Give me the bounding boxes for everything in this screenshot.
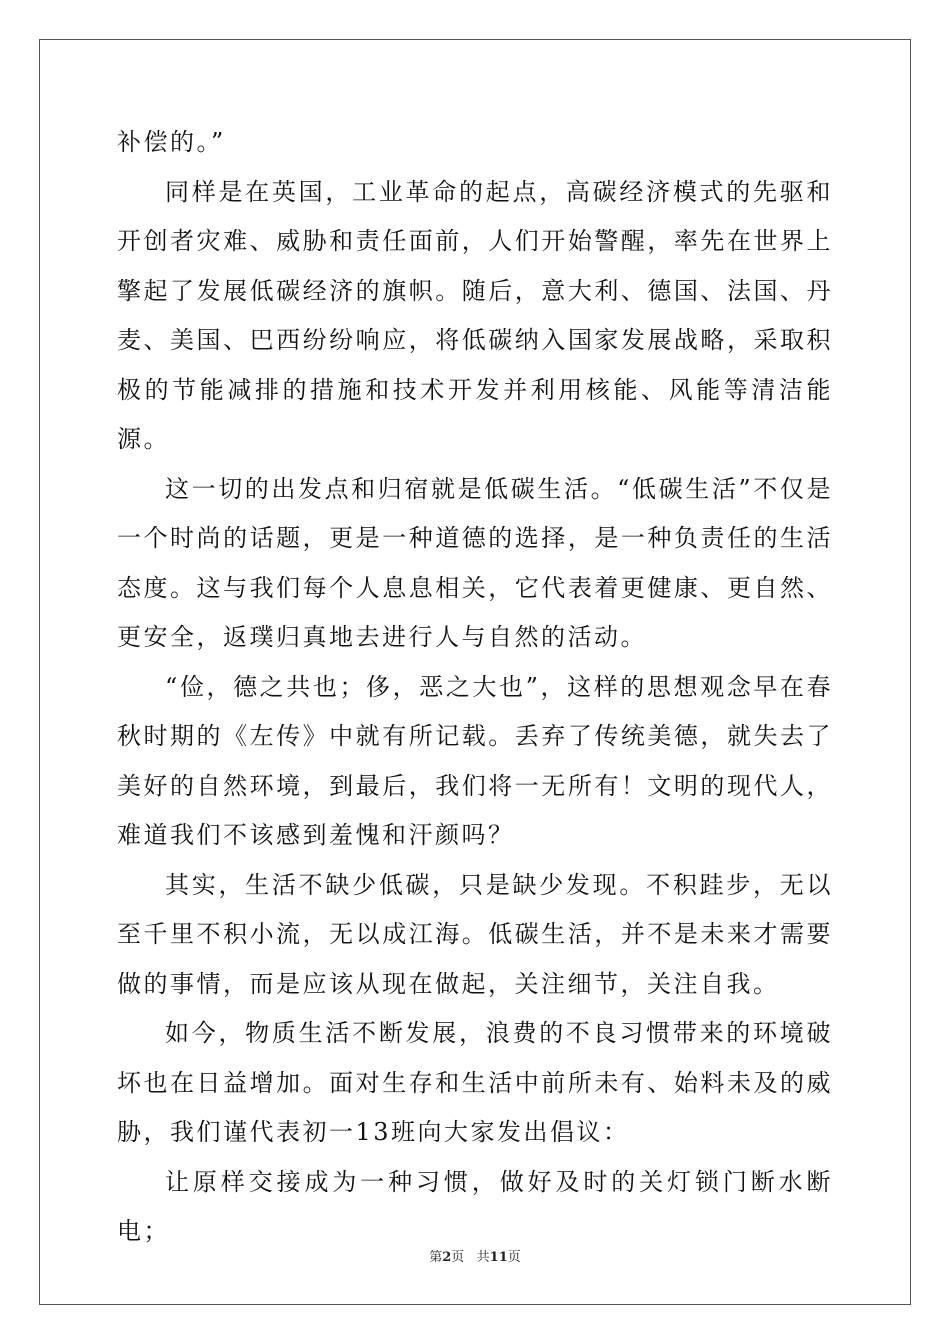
paragraph-6: 如今，物质生活不断发展，浪费的不良习惯带来的环境破坏也在日益增加。面对生存和生活中前所未有、始料未及的威胁，我们谨代表初一13班向大家发出倡议： [117, 1019, 833, 1146]
paragraph-4: “俭，德之共也；侈，恶之大也”，这样的思想观念早在春秋时期的《左传》中就有所记载。丢弃了传统美德，就失去了美好的自然环境，到最后，我们将一无所有！文明的现代人，难道我们不该感到羞愧和汗颜吗？ [117, 672, 833, 849]
footer-suffix: 页 [507, 1250, 521, 1265]
paragraph-3: 这一切的出发点和归宿就是低碳生活。“低碳生活”不仅是一个时尚的话题，更是一种道德的选择，是一种负责任的生活态度。这与我们每个人息息相关，它代表着更健康、更自然、更安全，返璞归真地去进行人与自然的活动。 [117, 474, 833, 651]
page-footer [0, 1246, 950, 1265]
paragraph-2: 同样是在英国，工业革命的起点，高碳经济模式的先驱和开创者灾难、威胁和责任面前，人们开始警醒，率先在世界上擎起了发展低碳经济的旗帜。随后，意大利、德国、法国、丹麦、美国、巴西纷纷响应，将低碳纳入国家发展战略，采取积极的节能减排的措施和技术开发并利用核能、风能等清洁能源。 [117, 177, 833, 453]
paragraph-1: 补偿的。” [117, 128, 226, 156]
current-page-number: 2 [442, 1250, 452, 1265]
footer-prefix: 第 [429, 1250, 443, 1265]
paragraph-5: 其实，生活不缺少低碳，只是缺少发现。不积跬步，无以至千里不积小流，无以成江海。低碳生活，并不是未来才需要做的事情，而是应该从现在做起，关注细节，关注自我。 [117, 870, 833, 998]
footer-middle: 页 共 [451, 1250, 490, 1265]
document-body [117, 118, 833, 1257]
paragraph-7: 让原样交接成为一种习惯，做好及时的关灯锁门断水断电； [117, 1167, 833, 1245]
total-page-count: 11 [489, 1250, 508, 1265]
